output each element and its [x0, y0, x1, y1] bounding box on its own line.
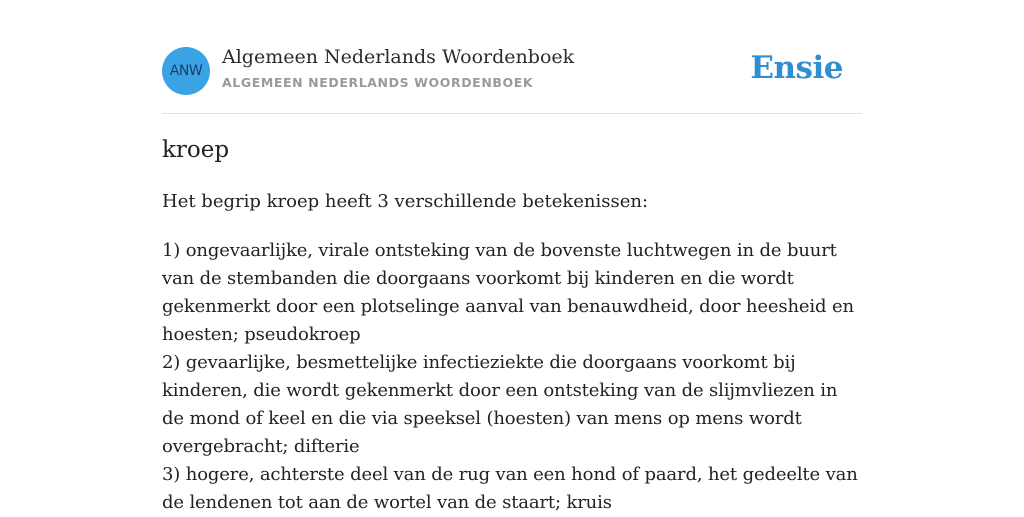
source-subtitle: ALGEMEEN NEDERLANDS WOORDENBOEK — [222, 75, 534, 90]
definition-item: 1) ongevaarlijke, virale ontsteking van de bovenste luchtwegen in de buurt van de stembanden die doorgaans voorkomt bij kinderen en die wordt gekenmerkt door een plotselinge aanval van benauwdheid, door heesheid en hoesten; pseudokroep — [162, 240, 854, 345]
page-container — [162, 0, 862, 513]
definition-item: 2) gevaarlijke, besmettelijke infectieziekte die doorgaans voorkomt bij kinderen, die wordt gekenmerkt door een ontsteking van de slijmvliezen in de mond of keel en die via speeksel (hoesten) van mens op mens wordt overgebracht; difterie — [162, 352, 838, 457]
entry-word: kroep — [162, 137, 230, 163]
source-logo[interactable] — [162, 47, 210, 95]
ensie-brand-logo[interactable]: Ensie — [750, 50, 843, 86]
source-logo-text: ANW — [169, 63, 203, 79]
definition-list — [162, 237, 864, 517]
entry-intro: Het begrip kroep heeft 3 verschillende betekenissen: — [162, 191, 649, 212]
source-title[interactable]: Algemeen Nederlands Woordenboek — [222, 46, 575, 68]
source-header — [162, 0, 862, 114]
definition-item: 3) hogere, achterste deel van de rug van een hond of paard, het gedeelte van de lendenen tot aan de wortel van de staart; kruis — [162, 464, 858, 513]
